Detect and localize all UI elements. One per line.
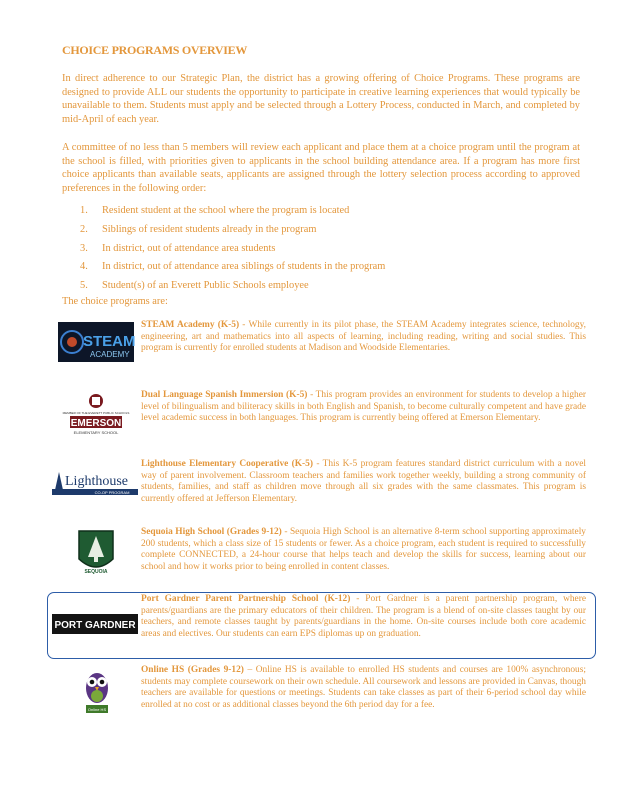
page-title: CHOICE PROGRAMS OVERVIEW <box>62 43 248 57</box>
program-port-gardner: Port Gardner Parent Partnership School (K-12) - Port Gardner is a parent partnership program, where parents/guardians are the primary educators of their children. The program is a blend of on-site classes taught by our teachers, and remote classes taught by parents/guardians in the home. On-site courses include both core academic areas and electives. Our students can earn EPS diplomas up on graduation. <box>141 594 586 639</box>
svg-text:STEAM: STEAM <box>83 333 136 350</box>
intro-paragraph: In direct adherence to our Strategic Plan, the district has a growing offering of Choice Programs. These programs are designed to provide ALL our students the opportunity to participate in creative learning experiences that would typically be unavailable to them. Students must apply and be selected through a Lottery Process, conducted in March, and completed by mid-April of each year. <box>62 73 580 125</box>
online-hs-owl-logo <box>82 666 112 716</box>
list-item: 1. Resident student at the school where the program is located <box>80 205 350 216</box>
svg-text:CO-OP PROGRAM: CO-OP PROGRAM <box>94 490 130 495</box>
svg-text:ACADEMY: ACADEMY <box>90 350 130 359</box>
svg-text:Lighthouse: Lighthouse <box>65 474 128 489</box>
program-steam: STEAM Academy (K-5) - While currently in its pilot phase, the STEAM Academy integrates science, technology, engineering, art and mathematics into all aspects of learning, including reading, writing and social studies. This program is currently for enrolled students at Madison and Woodside Elementaries. <box>141 320 586 354</box>
svg-text:ELEMENTARY SCHOOL: ELEMENTARY SCHOOL <box>73 430 119 435</box>
steam-academy-logo <box>58 322 134 362</box>
program-dual-language: Dual Language Spanish Immersion (K-5) - This program provides an environment for students to develop a higher level of bilingualism and biliteracy skills in both English and Spanish, to become culturally competent and have grade level academic success in both languages. This program is currently being offered at Emerson Elementary. <box>141 390 586 424</box>
svg-text:PORT GARDNER: PORT GARDNER <box>54 620 136 631</box>
sequoia-logo <box>75 527 117 577</box>
svg-text:Online HS: Online HS <box>87 707 107 712</box>
program-online-hs: Online HS (Grades 9-12) – Online HS is available to enrolled HS students and courses are 100% asynchronous; students may complete coursework on their own schedule. All coursework and lessons are provided in Canvas, though teachers are available for questions or meetings. Students can take classes as part of their 6-period school day while enrolled at no cost or as additional classes beyond the 6th period day for a fee. <box>141 665 586 710</box>
svg-text:MEMBER OF THE EVERETT PUBLIC S: MEMBER OF THE EVERETT PUBLIC SCHOOLS <box>62 411 130 415</box>
svg-text:SEQUOIA: SEQUOIA <box>84 569 108 575</box>
priority-list <box>80 203 550 297</box>
emerson-logo <box>62 391 130 437</box>
list-item: 3. In district, out of attendance area students <box>80 242 276 254</box>
list-item: 4. In district, out of attendance area siblings of students in the program <box>80 261 386 273</box>
programs-intro: The choice programs are: <box>62 296 168 307</box>
svg-text:EMERSON: EMERSON <box>70 418 122 429</box>
program-sequoia: Sequoia High School (Grades 9-12) - Sequoia High School is an alternative 8-term school supporting approximately 200 students, which a class size of 15 students or fewer. As a choice program, each student is required to successfully complete CONNECTED, a 24-hour course that helps teach and develop the skills for success, learning about our school and how it works prior to being enrolled in content classes. <box>141 527 586 572</box>
lighthouse-logo <box>52 468 138 496</box>
port-gardner-logo <box>52 614 138 634</box>
committee-paragraph: A committee of no less than 5 members will review each applicant and place them at a choice program until the program at the school is filled, with priorities given to applicants in the school building attendance area. If a program has more first choice applicants than available seats, applicants are assigned through the lottery selection process according to approved preferences in the following order: <box>62 142 580 194</box>
program-lighthouse: Lighthouse Elementary Cooperative (K-5) - This K-5 program features standard district curriculum with a novel way of parent involvement. Classroom teachers and families work together weekly, building a strong community of students, families, and staff as children move through all six grades with the same classmates. This program is currently offered at Jefferson Elementary. <box>141 459 586 504</box>
list-item: 2. Siblings of resident students already in the program <box>80 223 317 235</box>
list-item: 5. Student(s) of an Everett Public Schools employee <box>80 280 309 292</box>
